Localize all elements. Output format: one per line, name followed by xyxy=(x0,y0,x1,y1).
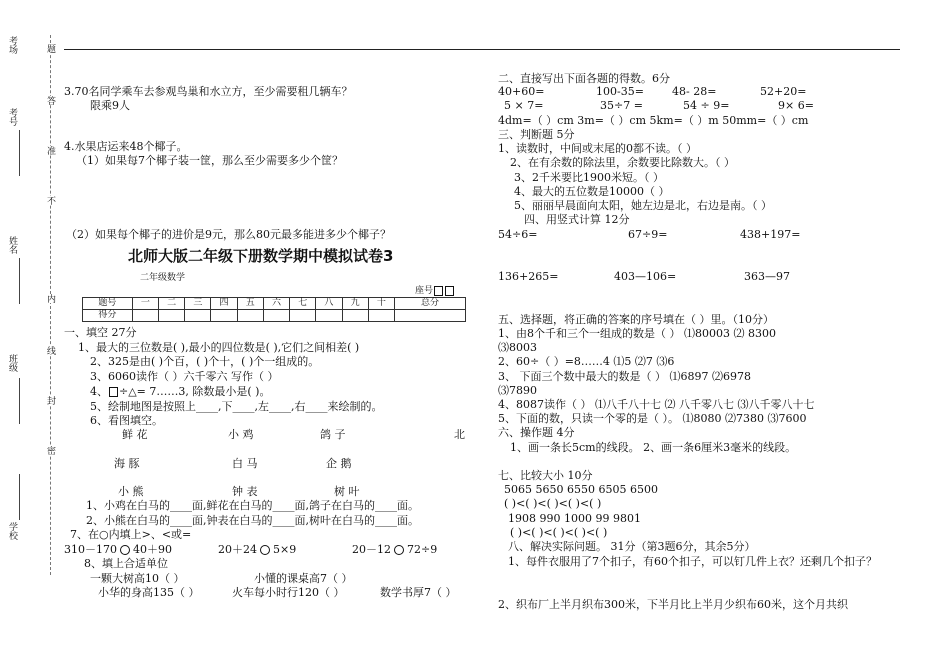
score-cell[interactable] xyxy=(342,310,368,322)
cut-char: 准 xyxy=(45,146,55,155)
operation-tasks: 1、画一条长5cm的线段。 2、画一条6厘米3毫米的线段。 xyxy=(510,441,797,454)
question-4-part-2: （2）如果每个椰子的进价是9元，那么80元最多能进多少个椰子？ xyxy=(66,228,391,241)
score-header-cell: 总分 xyxy=(395,298,466,310)
score-cell[interactable] xyxy=(237,310,263,322)
problem-1: 1、每件衣服用了7个扣子，有60个扣子，可以钉几件上衣？还剩几个扣子？ xyxy=(508,555,877,568)
fill-7: 7、在○内填上>、<或= xyxy=(70,528,192,541)
section-7-heading: 七、比较大小 10分 xyxy=(498,469,593,482)
vertical-calc-1: 54÷6= xyxy=(498,228,538,241)
vertical-calc-3: 438+197= xyxy=(740,228,801,241)
margin-blank xyxy=(19,378,20,424)
score-header-cell: 九 xyxy=(342,298,368,310)
score-header-cell: 一 xyxy=(132,298,158,310)
compare-blanks-2: ( )<( )<( )<( )<( ) xyxy=(510,526,608,539)
choice-3-option-3: ⑶7890 xyxy=(498,384,537,397)
margin-label-exam-room: 考场 xyxy=(7,36,17,54)
unit-convert: 4dm=（ ）cm 3m=（ ）cm 5km=（ ）m 50mm=（ ）cm xyxy=(498,114,809,127)
margin-label-school: 学校 xyxy=(7,522,17,540)
vertical-calc-2: 67÷9= xyxy=(628,228,668,241)
map-flower: 鲜 花 xyxy=(122,428,148,441)
score-header-cell: 四 xyxy=(211,298,237,310)
calc-6: 35÷7 = xyxy=(600,99,643,112)
choice-1: 1、由8个千和三个一组成的数是（ ） ⑴80003 ⑵ 8300 xyxy=(498,327,776,340)
fill-4-divide: ÷ xyxy=(119,385,129,398)
score-header-cell: 十 xyxy=(368,298,394,310)
section-4-heading: 四、用竖式计算 12分 xyxy=(524,213,630,226)
margin-label-name: 姓名 xyxy=(7,236,17,254)
unit-3: 小华的身高135（ ） xyxy=(98,586,200,599)
calc-4: 52+20= xyxy=(760,85,807,98)
compare-numbers-1: 5065 5650 6550 6505 6500 xyxy=(504,483,658,496)
calc-7: 54 ÷ 9= xyxy=(683,99,730,112)
section-5-heading: 五、选择题，将正确的答案的序号填在（ ）里。（10分） xyxy=(498,313,774,326)
section-1-heading: 一、填空 27分 xyxy=(64,326,137,339)
section-8-heading: 八、解决实际问题。 31分（第3题6分，其余5分） xyxy=(508,540,756,553)
margin-blank xyxy=(19,130,20,176)
map-leaf: 树 叶 xyxy=(334,485,360,498)
compare-circle[interactable] xyxy=(260,545,270,555)
unit-5: 数学书厚7（ ） xyxy=(380,586,457,599)
compare-right: 40＋90 xyxy=(133,543,172,556)
choice-1-option-3: ⑶8003 xyxy=(498,341,537,354)
box-blank[interactable] xyxy=(109,387,118,397)
fill-4-prefix: 4、 xyxy=(90,385,108,398)
map-white-horse: 白 马 xyxy=(232,457,258,470)
map-pigeon: 鸽 子 xyxy=(320,428,346,441)
score-cell[interactable] xyxy=(185,310,211,322)
score-table-header-row xyxy=(83,298,466,310)
vertical-calc-6: 363—97 xyxy=(744,270,790,283)
seat-box[interactable] xyxy=(434,286,443,296)
compare-left: 20－12 xyxy=(352,543,391,556)
header-rule xyxy=(64,49,900,50)
judge-3: 3、2千米要比1900米短。（ ） xyxy=(514,171,664,184)
calc-1: 40+60= xyxy=(498,85,545,98)
margin-blank xyxy=(19,258,20,304)
calc-5: 5 × 7= xyxy=(504,99,544,112)
choice-4: 4、8087读作（ ） ⑴八千八十七 ⑵ 八千零八七 ⑶八千零八十七 xyxy=(498,398,815,411)
cut-line xyxy=(50,35,51,575)
compare-left: 20＋24 xyxy=(218,543,257,556)
compare-right: 5×9 xyxy=(273,543,297,556)
map-penguin: 企 鹅 xyxy=(326,457,352,470)
calc-2: 100-35= xyxy=(596,85,644,98)
unit-4: 火车每小时行120（ ） xyxy=(232,586,345,599)
map-chick: 小 鸡 xyxy=(228,428,254,441)
score-cell[interactable] xyxy=(132,310,158,322)
cut-char: 不 xyxy=(45,196,55,205)
score-header-cell: 八 xyxy=(316,298,342,310)
score-header-cell: 五 xyxy=(237,298,263,310)
score-cell[interactable] xyxy=(263,310,289,322)
score-cell[interactable] xyxy=(290,310,316,322)
compare-right: 72÷9 xyxy=(407,543,438,556)
fill-3: 3、6060读作（ ）六千零六 写作（ ） xyxy=(90,370,279,383)
margin-blank xyxy=(19,474,20,520)
judge-5: 5、丽丽早晨面向太阳，她左边是北，右边是南。（ ） xyxy=(514,199,772,212)
judge-4: 4、最大的五位数是10000（ ） xyxy=(514,185,670,198)
fill-4 xyxy=(90,385,270,399)
cut-char: 题 xyxy=(45,44,55,53)
cut-char: 线 xyxy=(45,346,55,355)
score-header-cell: 七 xyxy=(290,298,316,310)
unit-1: 一颗大树高10（ ） xyxy=(90,572,185,585)
fill-5: 5、绘制地图是按照上____,下____,左____,右____来绘制的。 xyxy=(90,400,383,413)
score-cell[interactable] xyxy=(316,310,342,322)
cut-char: 内 xyxy=(45,294,55,303)
compare-circle[interactable] xyxy=(394,545,404,555)
question-3-note: 限乘9人 xyxy=(90,99,130,112)
vertical-calc-5: 403—106= xyxy=(614,270,677,283)
page-title: 北师大版二年级下册数学期中模拟试卷3 xyxy=(128,247,394,265)
fill-6-2: 2、小熊在白马的____面,钟表在白马的____面,树叶在白马的____面。 xyxy=(86,514,419,527)
score-cell[interactable] xyxy=(368,310,394,322)
grade-label: 二年级数学 xyxy=(140,273,186,283)
map-bear: 小 熊 xyxy=(118,485,144,498)
fill-6: 6、看图填空。 xyxy=(90,414,163,427)
calc-8: 9× 6= xyxy=(778,99,814,112)
calc-3: 48- 28= xyxy=(672,85,717,98)
section-2-heading: 二、直接写出下面各题的得数。6分 xyxy=(498,72,670,85)
map-clock: 钟 表 xyxy=(232,485,258,498)
compare-circle[interactable] xyxy=(120,545,130,555)
choice-5: 5、下面的数，只读一个零的是（ ）。 ⑴8080 ⑵7380 ⑶7600 xyxy=(498,412,807,425)
seat-box[interactable] xyxy=(445,286,454,296)
choice-3: 3、 下面三个数中最大的数是（ ） ⑴6897 ⑵6978 xyxy=(498,370,751,383)
score-table-row xyxy=(83,310,466,322)
compare-3 xyxy=(352,543,437,557)
seat-number xyxy=(415,284,455,298)
score-row-label: 得分 xyxy=(83,310,133,322)
margin-label-exam-number: 考号 xyxy=(7,108,17,126)
score-header-cell: 二 xyxy=(159,298,185,310)
score-table xyxy=(82,297,466,322)
compare-left: 310－170 xyxy=(64,543,117,556)
margin-label-class: 班级 xyxy=(7,354,17,372)
fill-6-1: 1、小鸡在白马的____面,鲜花在白马的____面,鸽子在白马的____面。 xyxy=(86,499,419,512)
question-3: 3.70名同学乘车去参观鸟巢和水立方，至少需要租几辆车？ xyxy=(64,85,353,98)
choice-2: 2、60÷（ ）=8……4 ⑴5 ⑵7 ⑶6 xyxy=(498,355,675,368)
fill-2: 2、325是由( )个百，( )个十，( )个一组成的。 xyxy=(90,355,320,368)
cut-char: 密 xyxy=(45,446,55,455)
score-header-cell: 六 xyxy=(263,298,289,310)
seat-label: 座号 xyxy=(415,286,434,296)
score-cell[interactable] xyxy=(395,310,466,322)
vertical-calc-4: 136+265= xyxy=(498,270,559,283)
question-4-part-1: （1）如果每7个椰子装一筐，那么至少需要多少个筐？ xyxy=(76,154,343,167)
cut-char: 答 xyxy=(45,96,55,105)
compare-numbers-2: 1908 990 1000 99 9801 xyxy=(508,512,641,525)
judge-1: 1、读数时，中间或末尾的0都不读。（ ） xyxy=(498,142,697,155)
unit-2: 小懂的课桌高7（ ） xyxy=(254,572,353,585)
compare-2 xyxy=(218,543,296,557)
judge-2: 2、在有余数的除法里，余数要比除数大。（ ） xyxy=(510,156,735,169)
fill-1: 1、最大的三位数是( ),最小的四位数是( ),它们之间相差( ) xyxy=(78,341,360,354)
compare-blanks-1: ( )<( )<( )<( )<( ) xyxy=(504,497,602,510)
score-cell[interactable] xyxy=(211,310,237,322)
score-header-cell: 题号 xyxy=(83,298,133,310)
compare-1 xyxy=(64,543,172,557)
cut-char: 封 xyxy=(45,396,55,405)
fill-8: 8、填上合适单位 xyxy=(84,557,168,570)
section-3-heading: 三、判断题 5分 xyxy=(498,128,575,141)
section-6-heading: 六、操作题 4分 xyxy=(498,426,575,439)
score-cell[interactable] xyxy=(159,310,185,322)
fill-4-rest: △= 7……3, 除数最小是( )。 xyxy=(128,385,271,398)
score-header-cell: 三 xyxy=(185,298,211,310)
map-dolphin: 海 豚 xyxy=(114,457,140,470)
question-4: 4.水果店运来48个椰子。 xyxy=(64,140,188,153)
problem-2: 2、织布厂上半月织布300米，下半月比上半月少织布60米，这个月共织 xyxy=(498,598,848,611)
map-north: 北 xyxy=(454,428,465,441)
